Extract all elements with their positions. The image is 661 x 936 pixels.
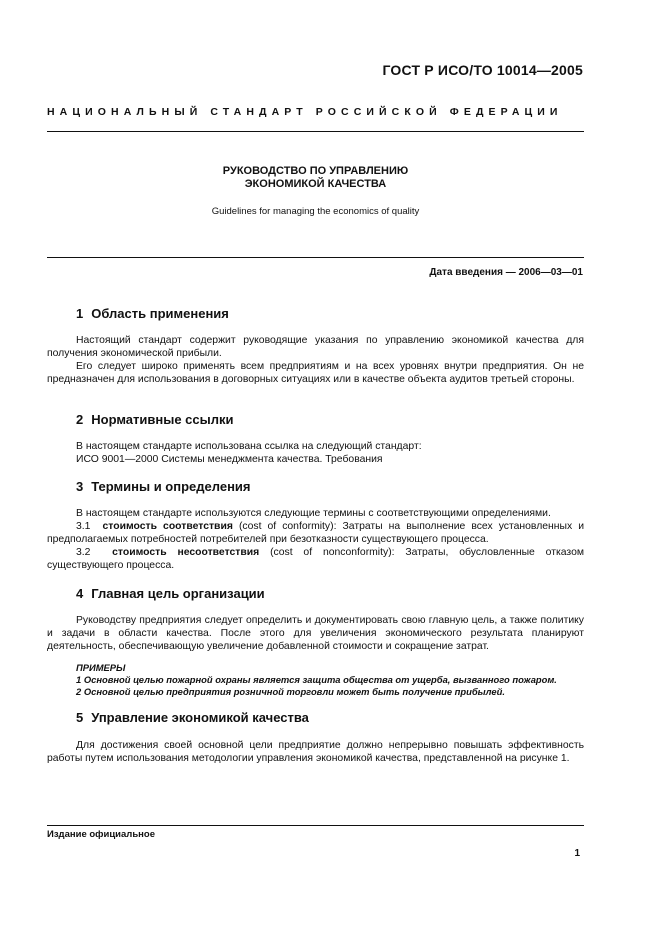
term-3-2-definition: (cost of nonconformity): Затраты, обусловленные отказом существующего процесса. (47, 547, 584, 571)
section-4-title: Главная цель организации (91, 586, 265, 601)
section-5-body (47, 739, 584, 765)
section-4-heading (76, 586, 265, 601)
section-1-paragraph-1: Настоящий стандарт содержит руководящие указания по управлению экономикой качества для получения экономической прибыли. (47, 335, 584, 359)
section-4-number: 4 (76, 586, 84, 601)
title-line-1: РУКОВОДСТВО ПО УПРАВЛЕНИЮ (222, 165, 409, 177)
term-3-2-number: 3.2 (76, 547, 91, 558)
section-1-paragraph-2: Его следует широко применять всем предприятиям и на всех уровнях внутри предприятия. Он не предназначен для использования в договорных ситуациях или в качестве объекта аудитов третьей стороны. (47, 361, 584, 385)
section-3-number: 3 (76, 479, 84, 494)
title-line-2: ЭКОНОМИКОЙ КАЧЕСТВА (244, 178, 387, 190)
section-1-heading (76, 306, 229, 321)
section-1-body (47, 334, 584, 386)
gost-number: ГОСТ Р ИСО/ТО 10014—2005 (382, 62, 583, 78)
section-3-body (47, 507, 584, 572)
section-5-paragraph-1: Для достижения своей основной цели предприятие должно непрерывно повышать эффективность работы путем использования методологии управления экономикой качества, представленной на рисунке 1. (47, 740, 584, 764)
term-3-1-number: 3.1 (76, 521, 91, 532)
document-title (47, 165, 584, 217)
section-2-reference: ИСО 9001—2000 Системы менеджмента качества. Требования (76, 454, 383, 465)
section-2-heading (76, 412, 233, 427)
english-title: Guidelines for managing the economics of quality (211, 206, 420, 217)
term-3-1-name: стоимость соответствия (102, 521, 233, 532)
bottom-rule (47, 825, 584, 826)
section-2-title: Нормативные ссылки (91, 412, 234, 427)
middle-rule (47, 257, 584, 258)
section-5-title: Управление экономикой качества (91, 710, 309, 725)
national-standard-heading: НАЦИОНАЛЬНЫЙ СТАНДАРТ РОССИЙСКОЙ ФЕДЕРАЦИИ (47, 106, 563, 118)
section-3-heading (76, 479, 251, 494)
term-3-2 (47, 546, 584, 572)
section-5-number: 5 (76, 710, 84, 725)
page-number: 1 (574, 848, 580, 859)
top-rule (47, 131, 584, 132)
section-3-paragraph-1: В настоящем стандарте используются следующие термины с соответствующими определениями. (76, 508, 551, 519)
section-1-number: 1 (76, 306, 84, 321)
term-3-1 (47, 520, 584, 546)
examples-title: ПРИМЕРЫ (76, 662, 126, 673)
examples-block (76, 662, 586, 698)
example-1: 1 Основной целью пожарной охраны является защита общества от ущерба, вызванного пожаром. (76, 674, 557, 685)
date-of-introduction: Дата введения — 2006—03—01 (429, 267, 583, 278)
section-2-body (47, 440, 584, 466)
section-4-paragraph-1: Руководству предприятия следует определить и документировать свою главную цель, а также политику и задачи в области качества. После этого для увеличения экономического результата планируют деятельность, обеспечивающую увеличение добавленной стоимости и сокращение затрат. (47, 615, 584, 652)
section-1-title: Область применения (91, 306, 229, 321)
official-edition-note: Издание официальное (47, 829, 155, 840)
section-4-body (47, 614, 584, 653)
example-2: 2 Основной целью предприятия розничной торговли может быть получение прибылей. (76, 686, 505, 697)
section-2-paragraph-1: В настоящем стандарте использована ссылка на следующий стандарт: (76, 441, 422, 452)
section-5-heading (76, 710, 309, 725)
section-3-title: Термины и определения (91, 479, 251, 494)
section-2-number: 2 (76, 412, 84, 427)
term-3-2-name: стоимость несоответствия (112, 547, 260, 558)
term-3-1-definition: (cost of conformity): Затраты на выполнение всех установленных и предполагаемых потребностей потребителей при безотказности существующего процесса. (47, 521, 585, 545)
